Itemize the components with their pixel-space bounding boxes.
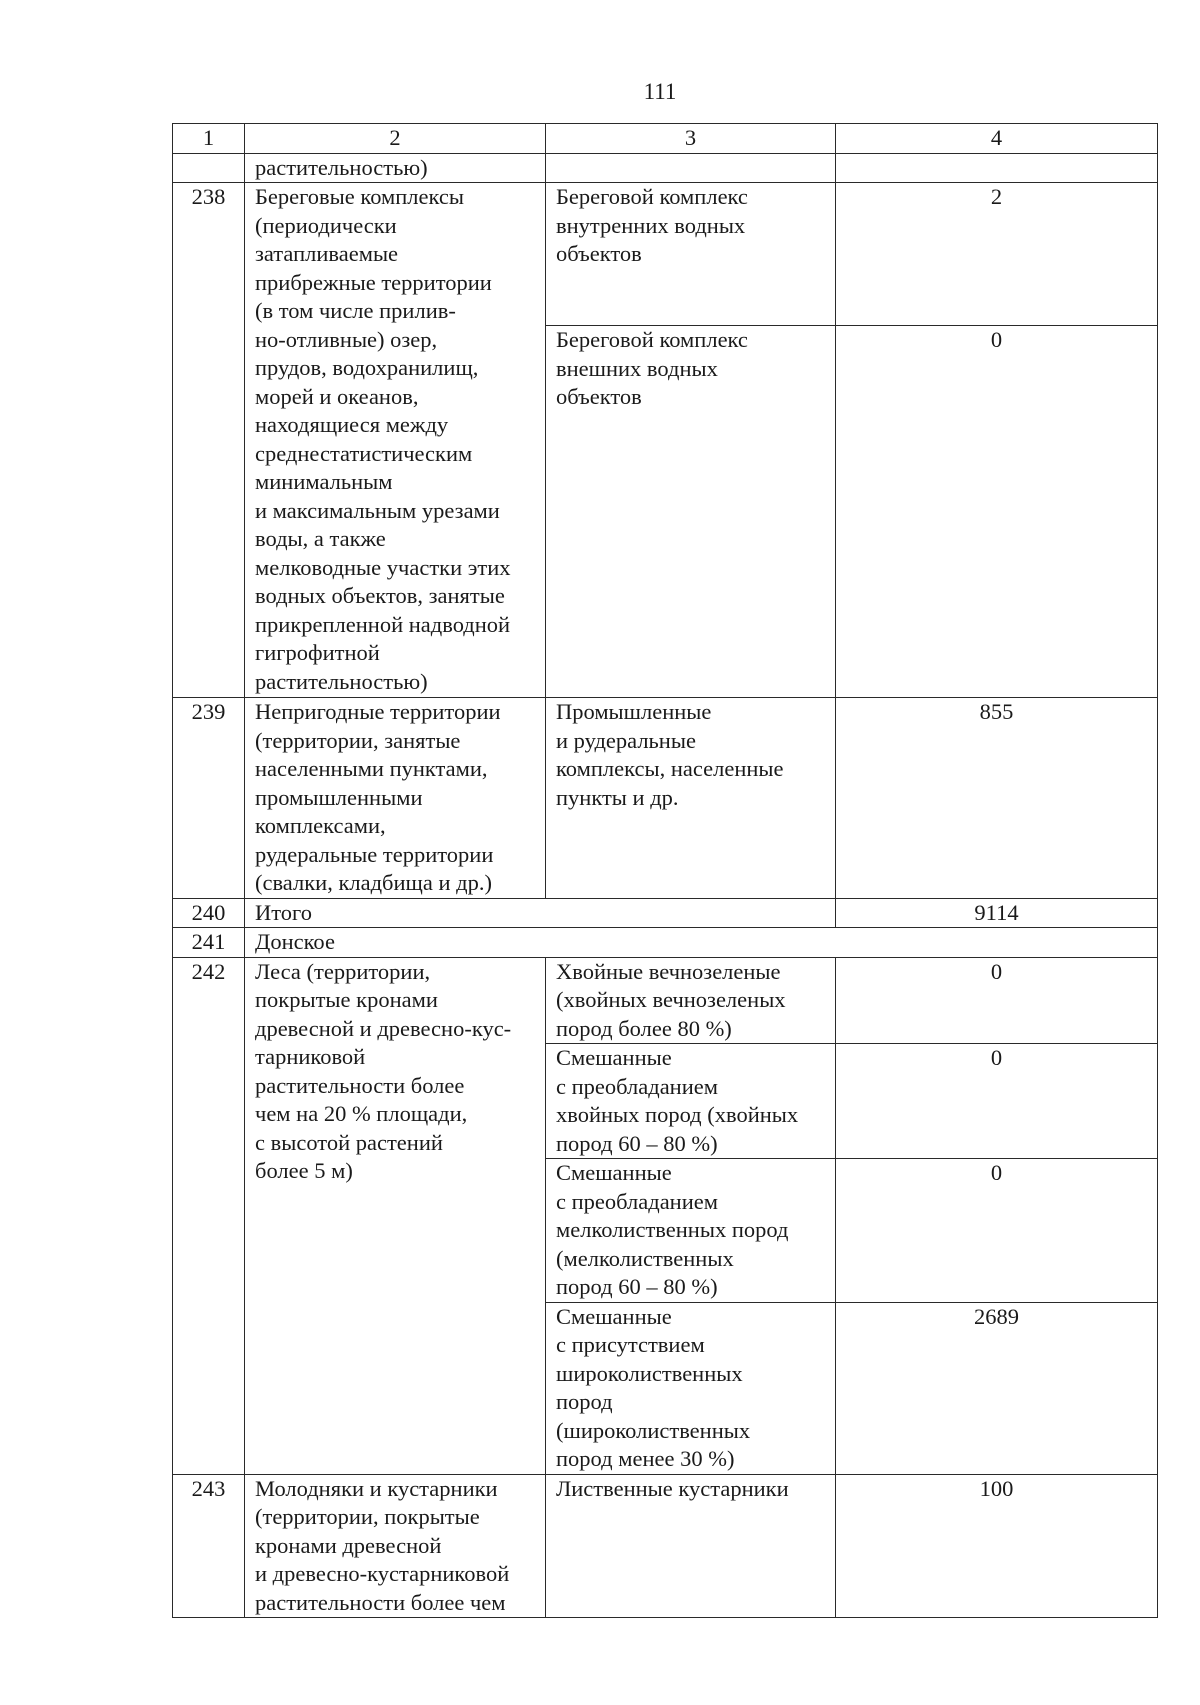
column-header-2: 2	[245, 124, 546, 154]
territory-name-cell: растительностью)	[245, 153, 546, 183]
complex-type-cell: Смешанные с преобладанием хвойных пород (хвойных пород 60 – 80 %)	[546, 1044, 836, 1159]
complex-type-cell: Береговой комплекс внутренних водных объектов	[546, 183, 836, 326]
row-number-cell: 239	[173, 698, 245, 899]
column-header-3: 3	[546, 124, 836, 154]
page-number: 111	[643, 79, 677, 104]
territory-name-cell: Молодняки и кустарники (территории, покрытые кронами древесной и древесно-кустарниковой растительности более чем	[245, 1474, 546, 1618]
value-cell: 0	[836, 1044, 1158, 1159]
table-row-238	[173, 183, 1158, 326]
table-row-241	[173, 928, 1158, 958]
section-title-cell: Донское	[245, 928, 1158, 958]
vegetation-table	[172, 123, 1158, 1618]
row-number-cell	[173, 153, 245, 183]
value-cell: 2	[836, 183, 1158, 326]
complex-type-cell: Хвойные вечнозеленые (хвойных вечнозеленых пород более 80 %)	[546, 957, 836, 1044]
complex-type-cell: Смешанные с присутствием широколиственных пород (широколиственных пород менее 30 %)	[546, 1302, 836, 1474]
row-number-cell: 241	[173, 928, 245, 958]
column-header-1: 1	[173, 124, 245, 154]
row-number-cell: 240	[173, 898, 245, 928]
value-cell: 0	[836, 326, 1158, 698]
table-row-240	[173, 898, 1158, 928]
value-cell: 0	[836, 957, 1158, 1044]
complex-type-cell: Промышленные и рудеральные комплексы, населенные пункты и др.	[546, 698, 836, 899]
territory-name-cell: Леса (территории, покрытые кронами древесной и древесно-кус- тарниковой растительности более чем на 20 % площади, с высотой растений более 5 м)	[245, 957, 546, 1474]
value-cell: 855	[836, 698, 1158, 899]
complex-type-cell	[546, 153, 836, 183]
row-number-cell: 238	[173, 183, 245, 698]
table-row-239	[173, 698, 1158, 899]
table-row-242	[173, 957, 1158, 1044]
value-cell: 0	[836, 1159, 1158, 1303]
row-number-cell: 243	[173, 1474, 245, 1618]
value-cell: 100	[836, 1474, 1158, 1618]
territory-name-cell: Непригодные территории (территории, занятые населенными пунктами, промышленными комплексами, рудеральные территории (свалки, кладбища и др.)	[245, 698, 546, 899]
column-header-4: 4	[836, 124, 1158, 154]
value-cell: 2689	[836, 1302, 1158, 1474]
total-label-cell: Итого	[245, 898, 836, 928]
complex-type-cell: Береговой комплекс внешних водных объектов	[546, 326, 836, 698]
value-cell	[836, 153, 1158, 183]
complex-type-cell: Лиственные кустарники	[546, 1474, 836, 1618]
table-row-continuation	[173, 153, 1158, 183]
header-row	[173, 124, 1158, 154]
total-value-cell: 9114	[836, 898, 1158, 928]
table-row-243	[173, 1474, 1158, 1618]
territory-name-cell: Береговые комплексы (периодически затапливаемые прибрежные территории (в том числе прилив- но-отливные) озер, прудов, водохранилищ, морей и океанов, находящиеся между среднестатистическим минимальным и максимальным урезами воды, а также мелководные участки этих водных объектов, занятые прикрепленной надводной гигрофитной растительностью)	[245, 183, 546, 698]
row-number-cell: 242	[173, 957, 245, 1474]
complex-type-cell: Смешанные с преобладанием мелколиственных пород (мелколиственных пород 60 – 80 %)	[546, 1159, 836, 1303]
